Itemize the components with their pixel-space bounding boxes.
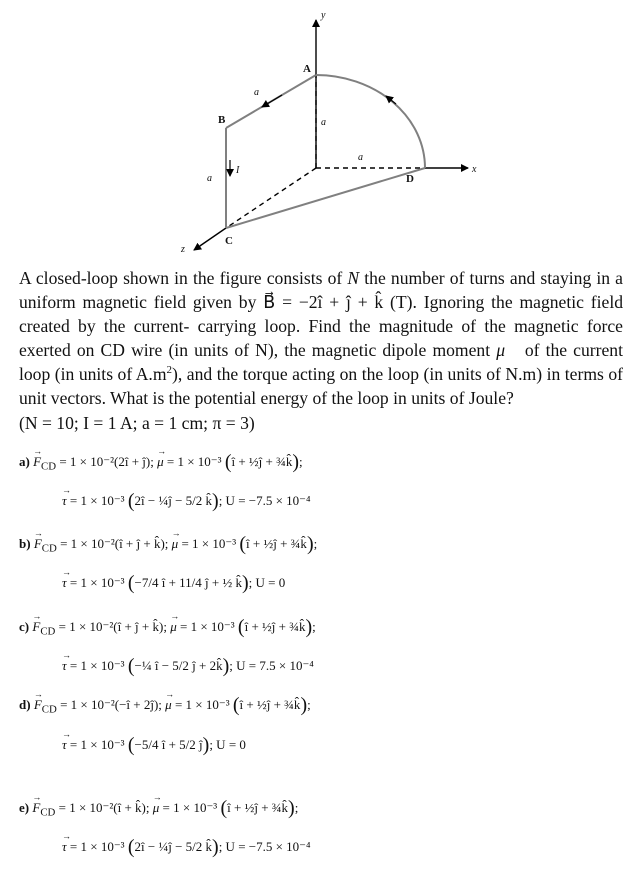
problem-statement	[19, 266, 623, 435]
torque-prefix: = 1 × 10⁻³	[69, 575, 125, 590]
answer-letter: e)	[19, 800, 30, 815]
force-value: = 1 × 10⁻²(î + ĵ + k̂);	[58, 619, 167, 634]
torque-prefix: = 1 × 10⁻³	[69, 493, 125, 508]
potential-energy: ; U = −7.5 × 10⁻⁴	[218, 493, 311, 508]
torque-vector: 2î − ¼ĵ − 5/2 k̂	[134, 493, 213, 508]
dipole-prefix: = 1 × 10⁻³	[174, 697, 230, 712]
answer-a-line1[interactable]: $a) \to F_{CD} = 1$ × 10⁻²(2î + ĵ); → μ = 1 × 10⁻³ (î + ½ĵ + ¾k̂);	[19, 452, 303, 477]
z-axis	[194, 228, 226, 250]
label-B: B	[218, 114, 226, 126]
dipole-vector: î + ½ĵ + ¾k̂	[227, 800, 289, 815]
force-value: = 1 × 10⁻²(−î + 2ĵ);	[60, 697, 162, 712]
dipole-prefix: = 1 × 10⁻³	[162, 800, 218, 815]
force-value: = 1 × 10⁻²(î + k̂);	[58, 800, 150, 815]
force-value: = 1 × 10⁻²(î + ĵ + k̂);	[60, 536, 169, 551]
superscript-2: 2	[166, 364, 173, 377]
torque-vector: −7/4 î + 11/4 ĵ + ½ k̂	[134, 575, 242, 590]
dipole-prefix: = 1 × 10⁻³	[181, 536, 237, 551]
answer-b-line2: → τ = 1 × 10⁻³ (−7/4 î + 11/4 ĵ + ½ k̂); U = 0	[62, 573, 285, 593]
wire-arc-DA	[316, 75, 425, 168]
z-axis-dashed	[226, 168, 316, 228]
problem-text-4: of the current loop (in units of A.m	[19, 340, 623, 385]
torque-prefix: = 1 × 10⁻³	[69, 839, 125, 854]
answer-b-line1[interactable]: $b) \to F_{CD} = 1$ × 10⁻²(î + ĵ + k̂); → μ = 1 × 10⁻³ (î + ½ĵ + ¾k̂);	[19, 534, 317, 559]
label-A: A	[303, 63, 311, 75]
label-x: x	[472, 164, 477, 175]
answer-d-line1[interactable]: $d) \to F_{CD} = 1$ × 10⁻²(−î + 2ĵ); → μ = 1 × 10⁻³ (î + ½ĵ + ¾k̂);	[19, 695, 311, 720]
label-a-right: a	[358, 152, 363, 163]
magnetic-field-expression: B⃗ = −2î + ĵ + k̂ (T).	[263, 292, 417, 313]
dipole-vector: î + ½ĵ + ¾k̂	[246, 536, 307, 551]
label-I: I	[236, 165, 240, 176]
label-a-top: a	[254, 87, 259, 98]
dipole-symbol: μ⃗	[496, 340, 519, 361]
answer-letter: a)	[19, 454, 30, 469]
label-C: C	[225, 235, 233, 247]
answer-a-line2: → τ = 1 × 10⁻³ (2î − ¼ĵ − 5/2 k̂); U = −7.5 × 10⁻⁴	[62, 491, 311, 511]
answer-letter: b)	[19, 536, 31, 551]
problem-text-2: the number of turns and staying in a uniform magnetic field given by	[19, 268, 623, 313]
turns-symbol: N	[347, 268, 360, 288]
problem-text-3: Ignoring the magnetic field created by the current- carrying loop. Find the magnitude of the magnetic force exerted on CD wire (in units of N), the magnetic dipole moment	[19, 292, 624, 361]
answer-letter: c)	[19, 619, 30, 634]
current-loop-figure	[0, 0, 639, 260]
potential-energy: ; U = 7.5 × 10⁻⁴	[229, 658, 314, 673]
wire-CD	[226, 168, 425, 228]
answer-c-line2: → τ = 1 × 10⁻³ (−¼ î − 5/2 ĵ + 2k̂); U = 7.5 × 10⁻⁴	[62, 656, 314, 676]
answer-d-line2: → τ = 1 × 10⁻³ (−5/4 î + 5/2 ĵ); U = 0	[62, 735, 246, 755]
given-values: (N = 10; I = 1 A; a = 1 cm; π = 3)	[19, 412, 255, 433]
current-arrow-AB	[262, 95, 282, 107]
torque-prefix: = 1 × 10⁻³	[69, 737, 125, 752]
potential-energy: ; U = −7.5 × 10⁻⁴	[218, 839, 311, 854]
answer-e-line2: → τ = 1 × 10⁻³ (2î − ¼ĵ − 5/2 k̂); U = −7.5 × 10⁻⁴	[62, 837, 311, 857]
torque-vector: −5/4 î + 5/2 ĵ	[134, 737, 203, 752]
potential-energy: ; U = 0	[248, 575, 286, 590]
label-z: z	[181, 244, 185, 255]
potential-energy: ; U = 0	[209, 737, 246, 752]
answer-e-line1[interactable]: $e) \to F_{CD} = 1$ × 10⁻²(î + k̂); → μ = 1 × 10⁻³ (î + ½ĵ + ¾k̂);	[19, 798, 298, 823]
torque-vector: 2î − ¼ĵ − 5/2 k̂	[134, 839, 213, 854]
problem-text-1: A closed-loop shown in the figure consists of	[19, 268, 348, 288]
label-a-vertical: a	[321, 117, 326, 128]
label-y: y	[321, 10, 326, 21]
torque-prefix: = 1 × 10⁻³	[69, 658, 125, 673]
dipole-prefix: = 1 × 10⁻³	[166, 454, 222, 469]
dipole-vector: î + ½ĵ + ¾k̂	[231, 454, 293, 469]
current-arrow-arc	[386, 96, 396, 104]
dipole-vector: î + ½ĵ + ¾k̂	[239, 697, 301, 712]
problem-text-5: ), and the torque acting on the loop (in units of N.m) in terms of unit vectors. What is the potential energy of the loop in units of Joule?	[19, 364, 624, 409]
answer-c-line1[interactable]: $c) \to F_{CD} = 1$ × 10⁻²(î + ĵ + k̂); → μ = 1 × 10⁻³ (î + ½ĵ + ¾k̂);	[19, 617, 316, 642]
torque-vector: −¼ î − 5/2 ĵ + 2k̂	[134, 658, 223, 673]
dipole-vector: î + ½ĵ + ¾k̂	[244, 619, 306, 634]
force-value: = 1 × 10⁻²(2î + ĵ);	[59, 454, 154, 469]
label-a-left: a	[207, 173, 212, 184]
answer-letter: d)	[19, 697, 31, 712]
label-D: D	[406, 173, 414, 185]
dipole-prefix: = 1 × 10⁻³	[179, 619, 235, 634]
